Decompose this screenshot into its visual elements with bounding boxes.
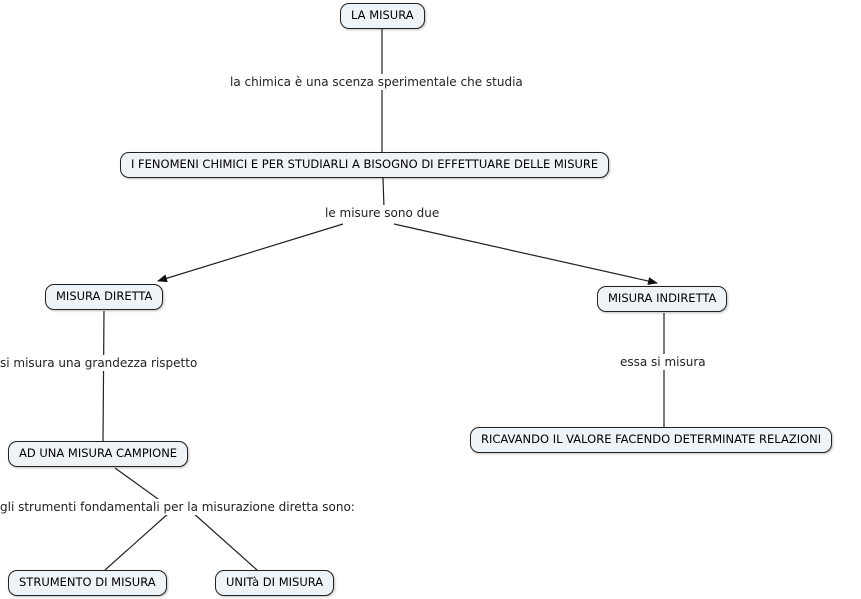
concept-node-fenomeni-chimici[interactable]: I FENOMENI CHIMICI E PER STUDIARLI A BISOGNO DI EFFETTUARE DELLE MISURE: [120, 152, 609, 178]
concept-node-strumento-di-misura[interactable]: STRUMENTO DI MISURA: [8, 570, 167, 596]
concept-node-la-misura[interactable]: LA MISURA: [340, 3, 425, 29]
concept-node-ricavando-valore[interactable]: RICAVANDO IL VALORE FACENDO DETERMINATE RELAZIONI: [470, 427, 832, 453]
link-label-le-misure-sono-due[interactable]: le misure sono due: [325, 206, 440, 220]
link-label-essa-si-misura[interactable]: essa si misura: [620, 355, 706, 369]
connector-diretta-campione: [103, 311, 104, 441]
connector-strumenti-unita: [192, 512, 257, 570]
concept-node-misura-diretta[interactable]: MISURA DIRETTA: [45, 284, 163, 310]
link-label-si-misura-grandezza[interactable]: si misura una grandezza rispetto: [0, 356, 198, 370]
concept-node-unita-di-misura[interactable]: UNITà DI MISURA: [215, 570, 334, 596]
concept-node-misura-indiretta[interactable]: MISURA INDIRETTA: [597, 286, 727, 312]
connector-strumenti-strumento: [105, 512, 170, 570]
arrow-connector-to-indiretta: [394, 224, 657, 283]
link-label-la-chimica[interactable]: la chimica è una scenza sperimentale che studia: [230, 75, 523, 89]
link-label-strumenti-fondamentali[interactable]: gli strumenti fondamentali per la misurazione diretta sono:: [0, 500, 355, 514]
connector-fenomeni-label: [383, 178, 384, 208]
arrow-connector-to-diretta: [158, 224, 343, 281]
concept-node-misura-campione[interactable]: AD UNA MISURA CAMPIONE: [8, 441, 188, 467]
